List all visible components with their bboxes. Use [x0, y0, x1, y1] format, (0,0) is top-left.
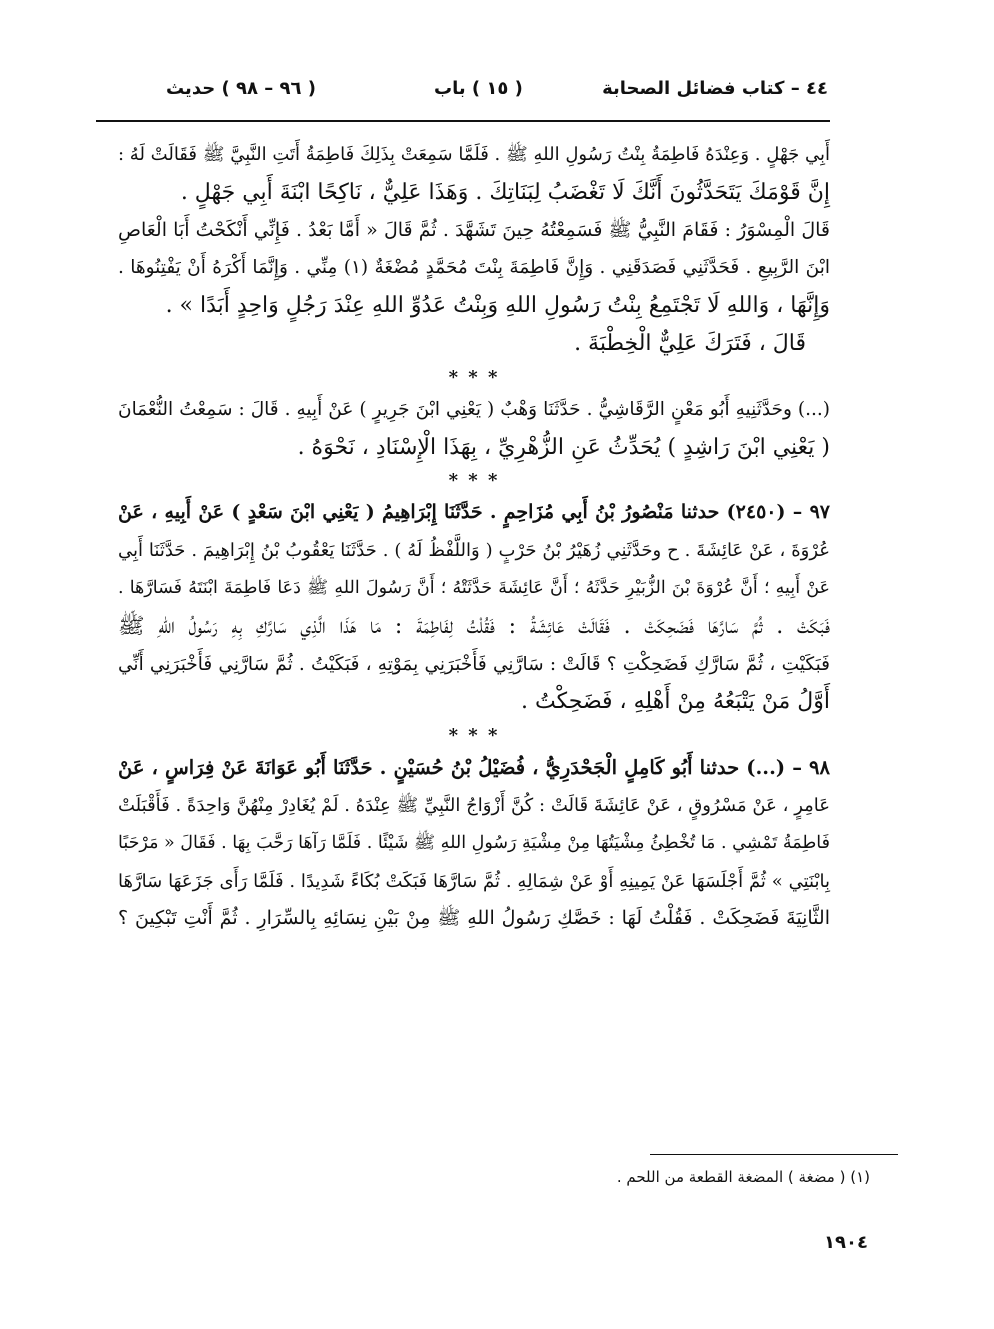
hadith-range: ( ٩٦ – ٩٨ ) حديث [166, 78, 316, 99]
footnote: (١) ( مضغة ) المضغة القطعة من اللحم . [616, 1168, 870, 1186]
text-line: فَبَكَتْ . ثُمَّ سَارَّهَا فَضَحِكَتْ . فَقَالَتْ عَائِشَةُ : فَقُلْتُ لِفَاطِمَةَ : مَا هَذَا الَّذِي سَارَّكِ بِهِ رَسُولُ اللهِ ﷺ [118, 613, 830, 639]
main-text [118, 136, 830, 938]
text-line: قَالَ الْمِسْوَرُ : فَقَامَ النَّبِيُّ ﷺ فَسَمِعْتُهُ حِينَ تَشَهَّدَ . ثُمَّ قَالَ « أَمَّا بَعْدُ . فَإِنِّي أَنْكَحْتُ أَبَا الْعَاصِ [118, 218, 830, 241]
text-line: عُرْوَةَ ، عَنْ عَائِشَةَ . ح وحَدَّثَنِي زُهَيْرُ بْنُ حَرْبٍ ( وَاللَّفْظُ لَهُ ) . حَدَّثَنَا يَعْقُوبُ بْنُ إِبْرَاهِيمَ . حَدَّثَنَا أَبِي [118, 540, 830, 562]
text-line: عَامِرٍ ، عَنْ مَسْرُوقٍ ، عَنْ عَائِشَةَ قَالَتْ : كُنَّ أَزْوَاجُ النَّبِيِّ ﷺ عِنْدَهُ . لَمْ يُغَادِرْ مِنْهُنَّ وَاحِدَةً . فَأَقْبَلَتْ [118, 794, 830, 816]
text-line: الثَّانِيَةَ فَضَحِكَتْ . فَقُلْتُ لَهَا : خَصَّكِ رَسُولُ اللهِ ﷺ مِنْ بَيْنِ نِسَائِهِ بِالسِّرَارِ . ثُمَّ أَنْتِ تَبْكِينَ ؟ [118, 907, 830, 930]
running-header [166, 78, 828, 114]
footnote-rule [650, 1154, 898, 1155]
text-line: بِابْنَتِي » ثُمَّ أَجْلَسَهَا عَنْ يَمِينِهِ أَوْ عَنْ شِمَالِهِ . ثُمَّ سَارَّهَا فَبَكَتْ بُكَاءً شَدِيدًا . فَلَمَّا رَأَى جَزَعَهَا سَارَّهَا [118, 870, 830, 892]
text-line: فَاطِمَةُ تَمْشِي . مَا تُخْطِئُ مِشْيَتُهَا مِنْ مِشْيَةِ رَسُولِ اللهِ ﷺ شَيْئًا . فَلَمَّا رَآهَا رَحَّبَ بِهَا . فَقَالَ « مَرْحَبًا [118, 832, 830, 853]
chapter-label: ( ١٥ ) باب [434, 78, 523, 99]
header-rule [96, 120, 830, 122]
text-line: ابْنَ الرَّبِيعِ . فَحَدَّثَنِي فَصَدَقَنِي . وَإِنَّ فَاطِمَةَ بِنْتَ مُحَمَّدٍ مُضْغَةٌ (١) مِنِّي . وَإِنَّمَا أَكْرَهُ أَنْ يَفْتِنُوهَا . [118, 257, 830, 279]
text-line: (...) وحَدَّثَنِيهِ أَبُو مَعْنٍ الرَّقَاشِيُّ . حَدَّثَنَا وَهْبٌ ( يَعْنِي ابْنَ جَرِيرٍ ) عَنْ أَبِيهِ . قَالَ : سَمِعْتُ النُّعْمَانَ [118, 398, 830, 420]
page-number: ١٩٠٤ [824, 1232, 868, 1253]
section-separator: * * * [448, 366, 500, 388]
text-line: وَإِنَّهَا ، وَاللهِ لَا تَجْتَمِعُ بِنْتُ رَسُولِ اللهِ وَبِنْتُ عَدُوِّ اللهِ عِنْدَ رَجُلٍ وَاحِدٍ أَبَدًا » . [165, 293, 830, 319]
text-line: قَالَ ، فَتَرَكَ عَلِيٌّ الْخِطْبَةَ . [574, 330, 806, 356]
section-separator: * * * [448, 725, 500, 747]
section-separator: * * * [448, 470, 500, 492]
text-line: فَبَكَيْتِ ، ثُمَّ سَارَّكِ فَضَحِكْتِ ؟ قَالَتْ : سَارَّنِي فَأَخْبَرَنِي بِمَوْتِهِ ، فَبَكَيْتُ . ثُمَّ سَارَّنِي فَأَخْبَرَنِي أَنِّي [118, 653, 830, 675]
text-line: أَوَّلُ مَنْ يَتْبَعُهُ مِنْ أَهْلِهِ ، فَضَحِكْتُ . [521, 689, 830, 715]
text-line: عَنْ أَبِيهِ ؛ أَنَّ عُرْوَةَ بْنَ الزُّبَيْرِ حَدَّثَهُ ؛ أَنَّ عَائِشَةَ حَدَّثَتْهُ ؛ أَنَّ رَسُولَ اللهِ ﷺ دَعَا فَاطِمَةَ ابْنَتَهُ فَسَارَّهَا . [118, 577, 830, 598]
book-title: ٤٤ – كتاب فضائل الصحابة [602, 78, 828, 99]
text-line: إِنَّ قَوْمَكَ يَتَحَدَّثُونَ أَنَّكَ لَا تَغْضَبُ لِبَنَاتِكَ . وَهَذَا عَلِيٌّ ، نَاكِحًا ابْنَةَ أَبِي جَهْلٍ . [180, 179, 830, 205]
hadith-97-opening: ٩٧ – (٢٤٥٠) حدثنا مَنْصُورُ بْنُ أَبِي مُزَاحِمٍ . حَدَّثَنَا إِبْرَاهِيمُ ( يَعْنِي ابْنَ سَعْدٍ ) عَنْ أَبِيهِ ، عَنْ [118, 501, 830, 524]
text-line: ( يَعْنِي ابْنَ رَاشِدٍ ) يُحَدِّثُ عَنِ الزُّهْرِيِّ ، بِهَذَا الْإِسْنَادِ ، نَحْوَهُ . [297, 434, 830, 460]
hadith-98-opening: ٩٨ – (...) حدثنا أَبُو كَامِلٍ الْجَحْدَرِيُّ ، فُضَيْلُ بْنُ حُسَيْنٍ . حَدَّثَنَا أَبُو عَوَانَةَ عَنْ فِرَاسٍ ، عَنْ [118, 756, 830, 780]
text-line: أَبِي جَهْلٍ . وَعِنْدَهُ فَاطِمَةُ بِنْتُ رَسُولِ اللهِ ﷺ . فَلَمَّا سَمِعَتْ بِذَلِكَ فَاطِمَةُ أَتَتِ النَّبِيَّ ﷺ فَقَالَتْ لَهُ : [118, 144, 830, 165]
